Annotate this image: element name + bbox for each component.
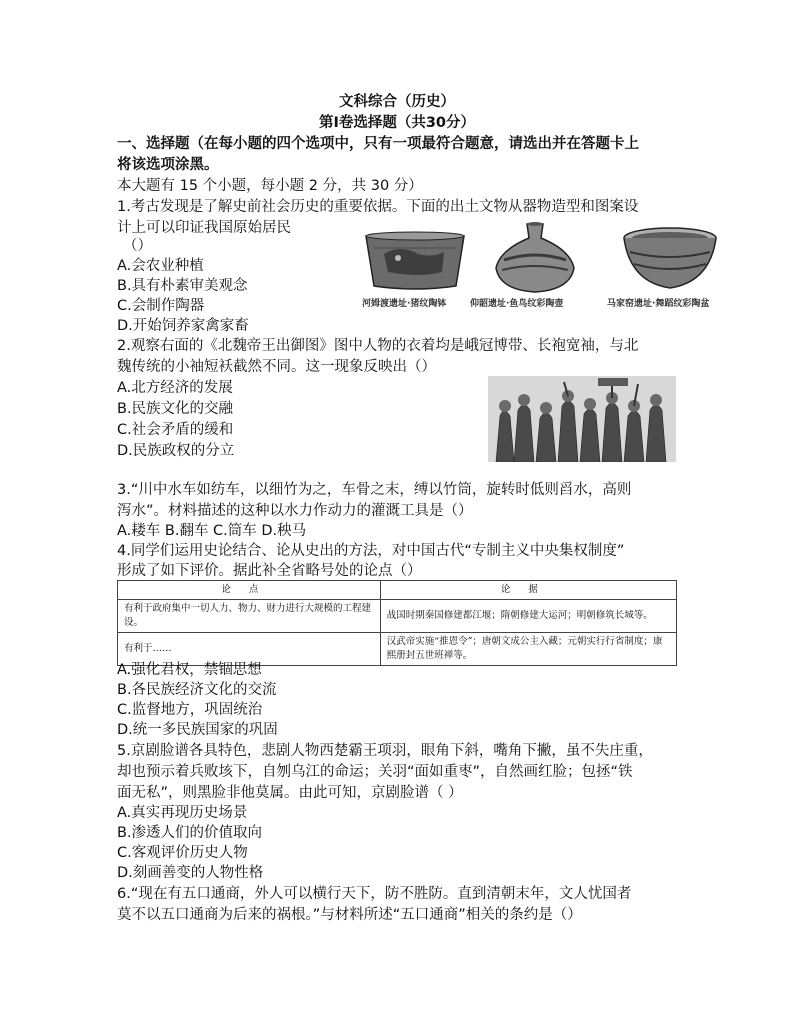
q6-stem-line-2: 莫不以五口通商为后来的祸根。”与材料所述“五口通商”相关的条约是（） bbox=[117, 907, 582, 923]
q4-option-c: C.监督地方，巩固统治 bbox=[117, 702, 263, 718]
q5-stem-line-3: 面无私”，则黑脸非他莫属。由此可知，京剧脸谱（ ） bbox=[117, 785, 463, 801]
section-instruction-line-1: 一、选择题（在每小题的四个选项中，只有一项最符合题意，请选出并在答题卡上 bbox=[117, 136, 639, 152]
q6-stem-line-1: 6.“现在有五口通商，外人可以横行天下，防不胜防。直到清朝末年，文人忧国者 bbox=[117, 886, 632, 902]
q1-stem-line-2: 计上可以印证我国原始居民 bbox=[117, 220, 291, 236]
q3-stem-line-2: 泻水”。材料描述的这种以水力作动力的灌溉工具是（） bbox=[117, 503, 473, 519]
fish-bird-pot-image bbox=[490, 220, 580, 296]
q1-option-a: A.会农业种植 bbox=[117, 258, 204, 274]
q4-option-d: D.统一多民族国家的巩固 bbox=[117, 722, 278, 738]
q2-option-a: A.北方经济的发展 bbox=[117, 380, 233, 396]
q2-stem-line-1: 2.观察右面的《北魏帝王出御图》图中人物的衣着均是峨冠博带、长袍宽袖，与北 bbox=[117, 338, 639, 354]
dance-pattern-basin-image bbox=[620, 226, 720, 294]
pig-pattern-bowl-image bbox=[360, 228, 470, 294]
q5-option-c: C.客观评价历史人物 bbox=[117, 845, 248, 861]
q5-stem-line-1: 5.京剧脸谱各具特色，悲剧人物西楚霸王项羽，眼角下斜，嘴角下撇，虽不失庄重， bbox=[117, 743, 653, 759]
section-instruction-line-2: 将该选项涂黑。 bbox=[117, 157, 219, 173]
caption-dance-basin: 马家窑遗址·舞蹈纹彩陶盆 bbox=[607, 299, 710, 309]
q4-option-a: A.强化君权，禁锢思想 bbox=[117, 662, 262, 678]
q1-answer-blank: （） bbox=[123, 238, 152, 254]
q3-options: A.耧车 B.翻车 C.筒车 D.秧马 bbox=[117, 523, 307, 539]
caption-fish-bird-pot: 仰韶遗址·鱼鸟纹彩陶壶 bbox=[470, 299, 564, 309]
table-header-row bbox=[118, 581, 677, 600]
q1-option-d: D.开始饲养家禽家畜 bbox=[117, 318, 249, 334]
q5-option-a: A.真实再现历史场景 bbox=[117, 805, 248, 821]
table-header-argument: 论点 bbox=[118, 581, 381, 600]
table-cell-argument: 有利于政府集中一切人力、物力、财力进行大规模的工程建设。 bbox=[118, 600, 381, 633]
q3-stem-line-1: 3.“川中水车如纺车，以细竹为之，车骨之末，缚以竹筒，旋转时低则舀水，高则 bbox=[117, 482, 632, 498]
q4-stem-line-1: 4.同学们运用史论结合、论从史出的方法，对中国古代“专制主义中央集权制度” bbox=[117, 543, 625, 559]
caption-pig-bowl: 河姆渡遗址·猪纹陶钵 bbox=[362, 299, 447, 309]
q5-option-d: D.刻画善变的人物性格 bbox=[117, 865, 264, 881]
q2-option-b: B.民族文化的交融 bbox=[117, 401, 234, 417]
q4-option-b: B.各民族经济文化的交流 bbox=[117, 682, 277, 698]
q2-option-d: D.民族政权的分立 bbox=[117, 443, 235, 459]
section-note: 本大题有 15 个小题，每小题 2 分，共 30 分） bbox=[117, 178, 423, 194]
table-row bbox=[118, 600, 677, 633]
exam-title: 文科综合（历史） bbox=[339, 94, 455, 110]
q5-option-b: B.渗透人们的价值取向 bbox=[117, 825, 263, 841]
exam-subtitle: 第Ⅰ卷选择题（共30分） bbox=[318, 115, 476, 131]
q2-stem-line-2: 魏传统的小袖短袄截然不同。这一现象反映出（） bbox=[117, 359, 436, 375]
table-cell-argument: 有利于…… bbox=[118, 633, 381, 666]
q5-stem-line-2: 却也预示着兵败垓下，自刎乌江的命运；关羽“面如重枣”，自然画红脸；包拯“铁 bbox=[117, 764, 633, 780]
q2-option-c: C.社会矛盾的缓和 bbox=[117, 422, 234, 438]
table-cell-evidence: 汉武帝实施“推恩令”；唐朝文成公主入藏；元朝实行行省制度；康熙册封五世班禅等。 bbox=[380, 633, 676, 666]
table-cell-evidence: 战国时期秦国修建都江堰；隋朝修建大运河；明朝修筑长城等。 bbox=[380, 600, 676, 633]
q1-option-b: B.具有朴素审美观念 bbox=[117, 278, 248, 294]
table-header-evidence: 论据 bbox=[380, 581, 676, 600]
northern-wei-emperor-procession-image bbox=[488, 376, 676, 462]
argument-evidence-table bbox=[117, 580, 677, 666]
q1-stem-line-1: 1.考古发现是了解史前社会历史的重要依据。下面的出土文物从器物造型和图案设 bbox=[117, 199, 639, 215]
q4-stem-line-2: 形成了如下评价。据此补全省略号处的论点（） bbox=[117, 563, 422, 579]
q1-option-c: C.会制作陶器 bbox=[117, 298, 205, 314]
